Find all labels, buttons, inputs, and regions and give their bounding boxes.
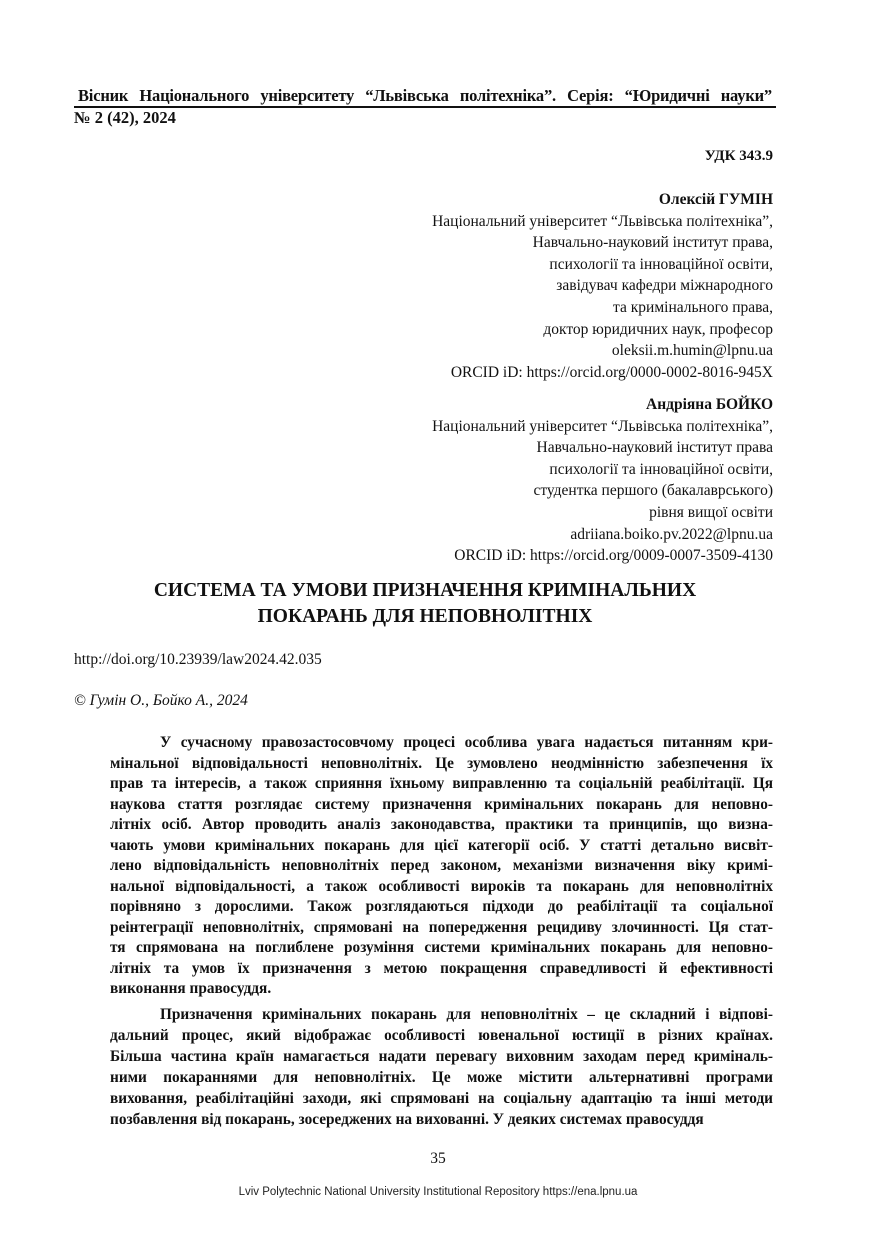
title-line: СИСТЕМА ТА УМОВИ ПРИЗНАЧЕННЯ КРИМІНАЛЬНИХ bbox=[153, 580, 697, 601]
author-block-2 bbox=[432, 394, 773, 567]
text-line: мінальної відповідальності неповнолітніх. Це зумовлено неодмінністю забезпечення їх bbox=[110, 754, 773, 772]
text-line: лено відповідальність неповнолітніх перед законом, механізми визначення віку кримі- bbox=[110, 857, 773, 874]
author-email[interactable]: adriiana.boiko.pv.2022@lpnu.ua bbox=[570, 525, 773, 543]
author-orcid[interactable]: ORCID iD: https://orcid.org/0000-0002-8016-945X bbox=[450, 363, 773, 381]
affiliation-line: Навчально-науковий інститут права bbox=[536, 439, 773, 457]
journal-header: Вісник Національного університету “Львівська політехніка”. Серія: “Юридичні науки” bbox=[78, 86, 772, 105]
author-block-1 bbox=[432, 189, 773, 383]
article-title bbox=[74, 578, 776, 630]
author-name: Олексій ГУМІН bbox=[658, 191, 773, 208]
text-line: порівняно з дорослими. Також розглядаються підходи до реабілітації та соціальної bbox=[110, 898, 773, 915]
degree-line: доктор юридичних наук, професор bbox=[543, 320, 773, 338]
page-number: 35 bbox=[430, 1150, 446, 1167]
affiliation-line: Національний університет “Львівська політехніка”, bbox=[432, 212, 773, 230]
title-line: ПОКАРАНЬ ДЛЯ НЕПОВНОЛІТНІХ bbox=[257, 606, 593, 627]
position-line: рівня вищої освіти bbox=[649, 503, 773, 521]
text-line: дальний процес, який відображає особливості ювенальної юстиції в різних країнах. bbox=[110, 1027, 773, 1044]
position-line: завідувач кафедри міжнародного bbox=[556, 277, 773, 295]
header-rule bbox=[74, 106, 776, 108]
text-line: тя спрямована на поглиблене розуміння системи кримінальних покарань для неповно- bbox=[110, 939, 773, 956]
text-line: У сучасному правозастосовчому процесі особлива увага надається питанням кри- bbox=[160, 734, 773, 751]
issue-number: № 2 (42), 2024 bbox=[74, 108, 176, 127]
author-orcid[interactable]: ORCID iD: https://orcid.org/0009-0007-3509-4130 bbox=[454, 547, 773, 565]
author-name: Андріяна БОЙКО bbox=[646, 396, 773, 413]
text-line: прав та інтересів, а також сприяння їхньому виправленню та соціальній реабілітації. Ця bbox=[110, 775, 773, 792]
doi-link[interactable]: http://doi.org/10.23939/law2024.42.035 bbox=[74, 651, 322, 668]
text-line: Призначення кримінальних покарань для неповнолітніх – це складний і відпові- bbox=[160, 1006, 773, 1023]
text-line: нальної відповідальності, а також особливості вироків та покарань для неповнолітніх bbox=[110, 877, 773, 895]
position-line: та кримінального права, bbox=[613, 298, 773, 316]
text-line: реінтеграції неповнолітніх, спрямовані на попередження рецидиву злочинності. Ця стат- bbox=[110, 918, 773, 936]
position-line: студентка першого (бакалаврського) bbox=[533, 482, 773, 500]
udk-code: УДК 343.9 bbox=[704, 148, 773, 164]
text-line: наукова стаття розглядає систему призначення кримінальних покарань для неповно- bbox=[110, 795, 773, 813]
text-line: ними покараннями для неповнолітніх. Це може містити альтернативні програми bbox=[110, 1069, 773, 1086]
body-paragraph bbox=[110, 1004, 773, 1130]
author-email[interactable]: oleksii.m.humin@lpnu.ua bbox=[611, 342, 773, 360]
affiliation-line: психології та інноваційної освіти, bbox=[549, 460, 773, 478]
text-line: Більша частина країн намагається надати перевагу виховним заходам перед криміналь- bbox=[110, 1048, 773, 1065]
text-line: позбавлення від покарань, зосереджених на вихованні. У деяких системах правосуддя bbox=[110, 1111, 704, 1128]
affiliation-line: Національний університет “Львівська політехніка”, bbox=[432, 417, 773, 435]
affiliation-line: психології та інноваційної освіти, bbox=[549, 255, 773, 273]
copyright: © Гумін О., Бойко А., 2024 bbox=[74, 692, 248, 709]
abstract bbox=[110, 733, 773, 1000]
text-line: літніх осіб. Автор проводить аналіз законодавства, практики та принципів, що визна- bbox=[110, 816, 773, 833]
text-line: літніх та умов їх призначення з метою покращення справедливості й ефективності bbox=[110, 959, 773, 977]
repository-footer: Lviv Polytechnic National University Institutional Repository https://ena.lpnu.ua bbox=[238, 1186, 638, 1198]
affiliation-line: Навчально-науковий інститут права, bbox=[532, 234, 773, 252]
text-line: виконання правосуддя. bbox=[110, 980, 272, 997]
text-line: чають умови кримінальних покарань для цієї категорії осіб. У статті детально висвіт- bbox=[110, 836, 773, 854]
text-line: виховання, реабілітаційні заходи, які спрямовані на соціальну адаптацію та інші методи bbox=[110, 1090, 773, 1107]
